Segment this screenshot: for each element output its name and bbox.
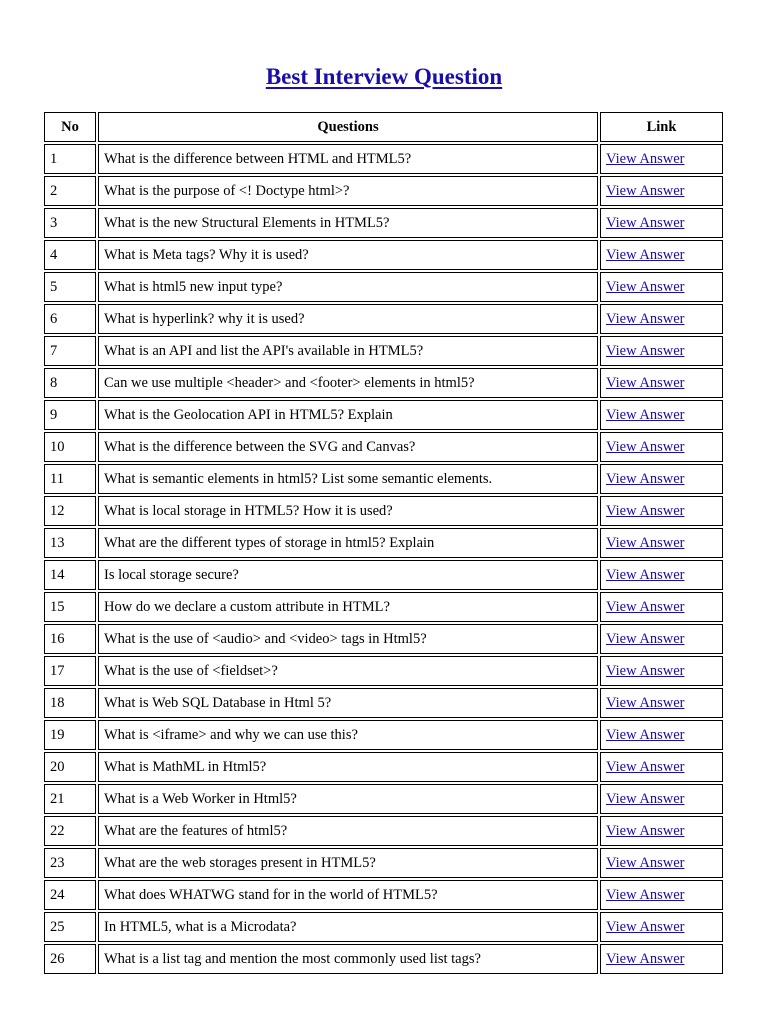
table-row	[44, 304, 723, 334]
row-number: 3	[44, 208, 96, 238]
table-row	[44, 912, 723, 942]
link-cell	[600, 272, 723, 302]
view-answer-link[interactable]: View Answer	[606, 726, 685, 743]
question-text: What is an API and list the API's available in HTML5?	[98, 336, 598, 366]
view-answer-link[interactable]: View Answer	[606, 438, 685, 455]
link-cell	[600, 208, 723, 238]
question-text: What is the purpose of <! Doctype html>?	[98, 176, 598, 206]
row-number: 1	[44, 144, 96, 174]
question-text: What are the features of html5?	[98, 816, 598, 846]
view-answer-link[interactable]: View Answer	[606, 214, 685, 231]
link-cell	[600, 368, 723, 398]
table-row	[44, 720, 723, 750]
table-body	[44, 144, 723, 974]
view-answer-link[interactable]: View Answer	[606, 310, 685, 327]
question-text: What is semantic elements in html5? List some semantic elements.	[98, 464, 598, 494]
link-cell	[600, 816, 723, 846]
question-text: What is <iframe> and why we can use this?	[98, 720, 598, 750]
link-cell	[600, 624, 723, 654]
table-row	[44, 496, 723, 526]
table-row	[44, 752, 723, 782]
row-number: 6	[44, 304, 96, 334]
table-row	[44, 432, 723, 462]
table-row	[44, 592, 723, 622]
view-answer-link[interactable]: View Answer	[606, 662, 685, 679]
page-title-link[interactable]: Best Interview Question	[265, 64, 503, 89]
row-number: 12	[44, 496, 96, 526]
question-text: What is a list tag and mention the most commonly used list tags?	[98, 944, 598, 974]
link-cell	[600, 336, 723, 366]
view-answer-link[interactable]: View Answer	[606, 470, 685, 487]
question-text: What is html5 new input type?	[98, 272, 598, 302]
view-answer-link[interactable]: View Answer	[606, 566, 685, 583]
link-cell	[600, 592, 723, 622]
link-cell	[600, 560, 723, 590]
table-row	[44, 368, 723, 398]
header-questions: Questions	[98, 112, 598, 142]
row-number: 9	[44, 400, 96, 430]
row-number: 26	[44, 944, 96, 974]
link-cell	[600, 880, 723, 910]
table-row	[44, 688, 723, 718]
view-answer-link[interactable]: View Answer	[606, 758, 685, 775]
view-answer-link[interactable]: View Answer	[606, 598, 685, 615]
row-number: 13	[44, 528, 96, 558]
row-number: 21	[44, 784, 96, 814]
view-answer-link[interactable]: View Answer	[606, 918, 685, 935]
table-row	[44, 240, 723, 270]
row-number: 16	[44, 624, 96, 654]
row-number: 14	[44, 560, 96, 590]
link-cell	[600, 432, 723, 462]
link-cell	[600, 240, 723, 270]
question-text: What is the use of <fieldset>?	[98, 656, 598, 686]
row-number: 4	[44, 240, 96, 270]
row-number: 19	[44, 720, 96, 750]
link-cell	[600, 400, 723, 430]
link-cell	[600, 784, 723, 814]
question-text: What is the new Structural Elements in HTML5?	[98, 208, 598, 238]
row-number: 11	[44, 464, 96, 494]
question-text: What is MathML in Html5?	[98, 752, 598, 782]
question-text: What are the web storages present in HTML5?	[98, 848, 598, 878]
table-row	[44, 336, 723, 366]
link-cell	[600, 464, 723, 494]
question-text: What is the difference between the SVG and Canvas?	[98, 432, 598, 462]
view-answer-link[interactable]: View Answer	[606, 790, 685, 807]
view-answer-link[interactable]: View Answer	[606, 694, 685, 711]
link-cell	[600, 144, 723, 174]
view-answer-link[interactable]: View Answer	[606, 182, 685, 199]
questions-table	[42, 110, 725, 976]
header-no: No	[44, 112, 96, 142]
view-answer-link[interactable]: View Answer	[606, 246, 685, 263]
table-row	[44, 944, 723, 974]
row-number: 25	[44, 912, 96, 942]
row-number: 18	[44, 688, 96, 718]
page-title	[0, 62, 768, 92]
question-text: What is Meta tags? Why it is used?	[98, 240, 598, 270]
row-number: 22	[44, 816, 96, 846]
table-row	[44, 656, 723, 686]
link-cell	[600, 688, 723, 718]
table-row	[44, 400, 723, 430]
view-answer-link[interactable]: View Answer	[606, 502, 685, 519]
view-answer-link[interactable]: View Answer	[606, 374, 685, 391]
row-number: 5	[44, 272, 96, 302]
table-row	[44, 848, 723, 878]
question-text: What is a Web Worker in Html5?	[98, 784, 598, 814]
link-cell	[600, 752, 723, 782]
row-number: 24	[44, 880, 96, 910]
question-text: What is local storage in HTML5? How it is used?	[98, 496, 598, 526]
link-cell	[600, 496, 723, 526]
row-number: 20	[44, 752, 96, 782]
view-answer-link[interactable]: View Answer	[606, 886, 685, 903]
table-row	[44, 208, 723, 238]
question-text: Can we use multiple <header> and <footer> elements in html5?	[98, 368, 598, 398]
row-number: 2	[44, 176, 96, 206]
view-answer-link[interactable]: View Answer	[606, 406, 685, 423]
link-cell	[600, 176, 723, 206]
view-answer-link[interactable]: View Answer	[606, 150, 685, 167]
table-row	[44, 272, 723, 302]
table-row	[44, 816, 723, 846]
row-number: 17	[44, 656, 96, 686]
table-row	[44, 784, 723, 814]
link-cell	[600, 848, 723, 878]
view-answer-link[interactable]: View Answer	[606, 854, 685, 871]
link-cell	[600, 656, 723, 686]
question-text: What are the different types of storage in html5? Explain	[98, 528, 598, 558]
question-text: How do we declare a custom attribute in HTML?	[98, 592, 598, 622]
view-answer-link[interactable]: View Answer	[606, 822, 685, 839]
link-cell	[600, 304, 723, 334]
view-answer-link[interactable]: View Answer	[606, 630, 685, 647]
link-cell	[600, 720, 723, 750]
question-text: What is hyperlink? why it is used?	[98, 304, 598, 334]
question-text: What does WHATWG stand for in the world of HTML5?	[98, 880, 598, 910]
table-row	[44, 528, 723, 558]
question-text: What is the difference between HTML and HTML5?	[98, 144, 598, 174]
question-text: What is the Geolocation API in HTML5? Explain	[98, 400, 598, 430]
view-answer-link[interactable]: View Answer	[606, 278, 685, 295]
row-number: 8	[44, 368, 96, 398]
question-text: What is Web SQL Database in Html 5?	[98, 688, 598, 718]
row-number: 10	[44, 432, 96, 462]
link-cell	[600, 912, 723, 942]
table-row	[44, 144, 723, 174]
row-number: 23	[44, 848, 96, 878]
header-link: Link	[600, 112, 723, 142]
row-number: 15	[44, 592, 96, 622]
question-text: What is the use of <audio> and <video> tags in Html5?	[98, 624, 598, 654]
question-text: In HTML5, what is a Microdata?	[98, 912, 598, 942]
table-row	[44, 880, 723, 910]
row-number: 7	[44, 336, 96, 366]
table-row	[44, 176, 723, 206]
view-answer-link[interactable]: View Answer	[606, 534, 685, 551]
table-header-row	[44, 112, 723, 142]
link-cell	[600, 528, 723, 558]
question-text: Is local storage secure?	[98, 560, 598, 590]
link-cell	[600, 944, 723, 974]
table-row	[44, 464, 723, 494]
view-answer-link[interactable]: View Answer	[606, 342, 685, 359]
table-row	[44, 624, 723, 654]
table-row	[44, 560, 723, 590]
view-answer-link[interactable]: View Answer	[606, 950, 685, 967]
